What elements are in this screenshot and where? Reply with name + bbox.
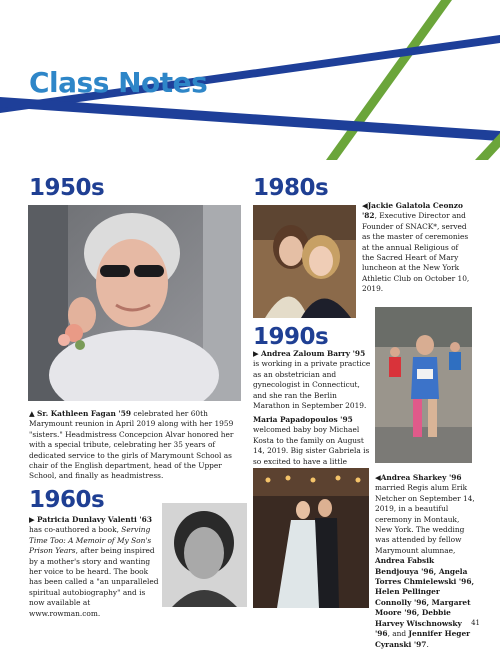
navy-stripe-bottom: [0, 97, 500, 141]
page-title: Class Notes: [29, 66, 208, 99]
page-number: 41: [471, 619, 480, 627]
note-text: , Executive Director and Founder of SNACK*, served as the master of ceremonies at the annual Religious of the Sacred Heart of Mary luncheon at the New York Athletic Club on October 10, 2019.: [362, 211, 470, 294]
note-1960s: ▶ Patricia Dunlavy Valenti '63 has co-authored a book, Serving Time Too: A Memoir of My Son's Prison Years, after being inspired by a mother's story and wanting her voice to be heard. The book has been called a "an unparalleled spiritual autobiography" and is now available at www.rowman.com.: [29, 515, 159, 618]
note-text: welcomed baby boy Michael Kosta to the family on August 14, 2019. Big sister Gabriela is so excited to have a little: [253, 425, 370, 466]
photo-jackie-ceonzo: [253, 205, 356, 318]
alum-name: Andrea Zaloum Barry '95: [261, 349, 366, 358]
photo-patricia-valenti: [162, 503, 247, 607]
note-1980s: [362, 201, 472, 295]
photo-marathon: [375, 307, 472, 463]
attendee-name: Jennifer Heger Cyranski '97: [375, 629, 471, 649]
alum-name: Maria Papadopoulos '95: [253, 415, 353, 424]
decade-heading-1960s: 1960s: [29, 487, 105, 513]
decade-heading-1990s: 1990s: [253, 324, 329, 350]
note-1990s-sharkey: ◀Andrea Sharkey '96 married Regis alum Erik Netcher on September 14, 2019, in a beautiful ceremony in Montauk, New York. The wedding was attended by fellow Marymount alumnae, Andrea Fabsik Bendjouya '96, Angela Torres Chmielewski '96, Helen Pellinger Connolly '96, Margaret Moore '96, Debbie Harvey Wischnowsky '96, and Jennifer Heger Cyranski '97.: [375, 473, 475, 649]
decade-heading-1950s: 1950s: [29, 175, 105, 201]
note-1950s: [29, 409, 243, 482]
triangle-right-icon: ▶: [29, 515, 35, 524]
attendee-names: Andrea Fabsik Bendjouya '96, Angela Torres Chmielewski '96, Helen Pellinger Connolly '96, Margaret Moore '96, Debbie Harvey Wischnowsky '96: [375, 556, 475, 639]
triangle-up-icon: ▲: [29, 409, 35, 418]
photo-kathleen-fagan: [28, 205, 241, 401]
note-1990s-barry: [253, 349, 371, 411]
alum-name: Sr. Kathleen Fagan '59: [37, 409, 131, 418]
note-text: celebrated her 60th Marymount reunion in April 2019 along with her 1959 "sisters." Headmistress Concepcion Alvar honored her with a special tribute, celebrating her 35 years of dedicated service to the girls of Marymount School as chair of the English department, head of the Upper School, and finally as headmistress.: [29, 409, 234, 481]
note-text: is working in a private practice as an obstetrician and gynecologist in Connecticut, and she ran the Berlin Marathon in September 2019.: [253, 359, 371, 411]
triangle-left-icon: ◀: [375, 473, 381, 482]
triangle-right-icon: ▶: [253, 349, 259, 358]
alum-name: Jackie Galatola Ceonzo '82: [362, 201, 463, 221]
decade-heading-1980s: 1980s: [253, 175, 329, 201]
alum-name: Andrea Sharkey '96: [380, 473, 462, 482]
alum-name: Patricia Dunlavy Valenti '63: [37, 515, 152, 524]
triangle-left-icon: ◀: [362, 201, 368, 210]
book-title: Serving Time Too: A Memoir of My Son's Prison Years: [29, 525, 152, 556]
photo-wedding: [253, 468, 369, 608]
